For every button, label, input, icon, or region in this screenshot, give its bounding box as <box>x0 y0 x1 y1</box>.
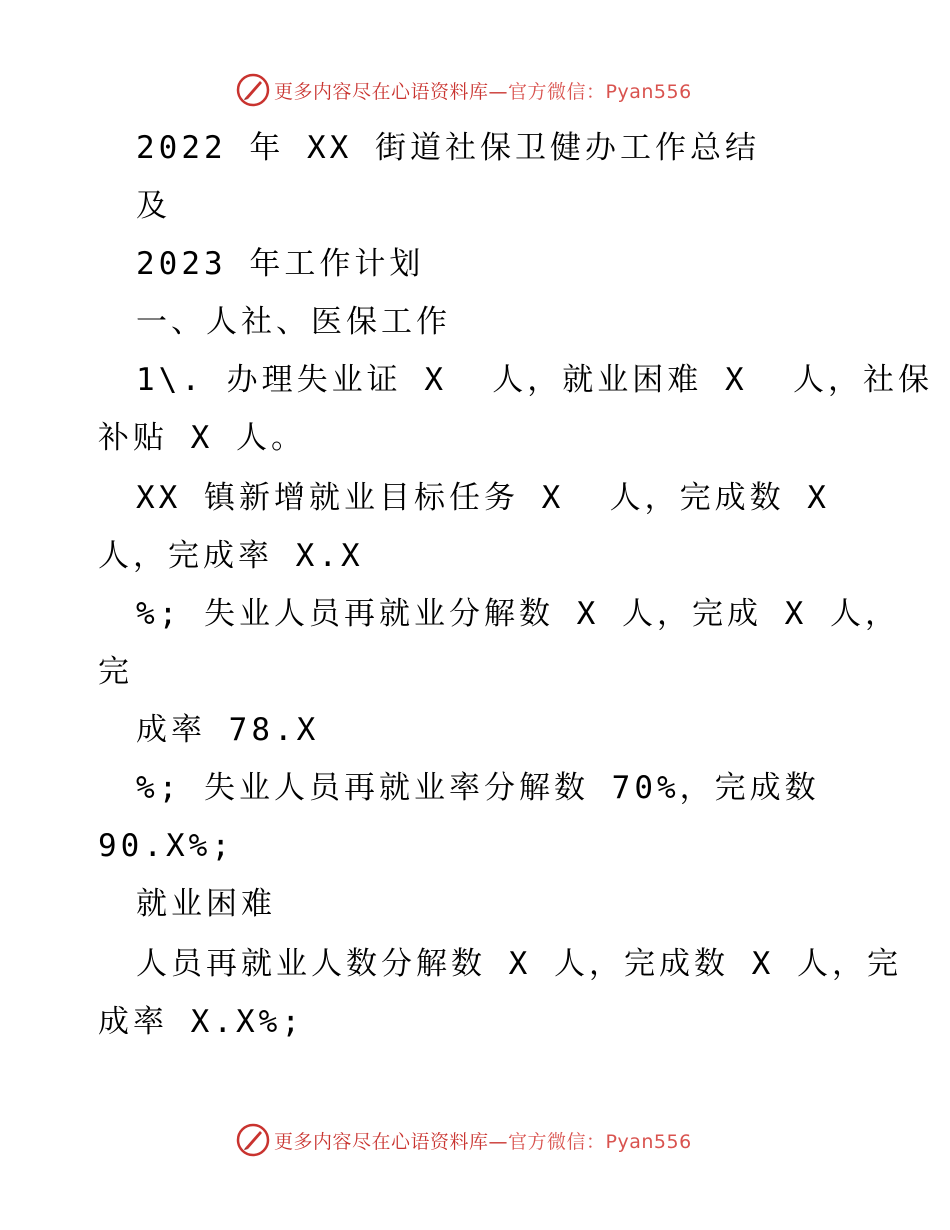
doc-title-line-3: 2023 年工作计划 <box>136 246 425 282</box>
paragraph-line: 完 <box>98 654 133 690</box>
paragraph-line: 90.X%; <box>98 828 234 864</box>
watermark-text: 更多内容尽在心语资料库—官方微信：Pyan556 <box>274 80 692 103</box>
footer-watermark <box>236 1122 716 1158</box>
paragraph-line: 补贴 X 人。 <box>98 420 306 456</box>
quill-logo-icon <box>236 1123 270 1157</box>
paragraph-line: XX 镇新增就业目标任务 X 人，完成数 X <box>136 480 830 516</box>
paragraph-line: %; 失业人员再就业分解数 X 人，完成 X 人， <box>136 596 900 632</box>
paragraph-line: 成率 78.X <box>136 712 320 748</box>
paragraph-line: 人，完成率 X.X <box>98 538 364 574</box>
doc-title-line-2: 及 <box>136 188 171 224</box>
paragraph-line: %; 失业人员再就业率分解数 70%，完成数 <box>136 770 820 806</box>
watermark-text: 更多内容尽在心语资料库—官方微信：Pyan556 <box>274 1130 692 1153</box>
paragraph-line: 就业困难 <box>136 886 276 922</box>
paragraph-line: 1\. 办理失业证 X 人，就业困难 X 人，社保 <box>136 362 933 398</box>
section-heading: 一、人社、医保工作 <box>136 304 451 340</box>
doc-title-line-1: 2022 年 XX 街道社保卫健办工作总结 <box>136 130 760 166</box>
paragraph-line: 成率 X.X%; <box>98 1004 304 1040</box>
paragraph-line: 人员再就业人数分解数 X 人，完成数 X 人，完 <box>136 946 902 982</box>
